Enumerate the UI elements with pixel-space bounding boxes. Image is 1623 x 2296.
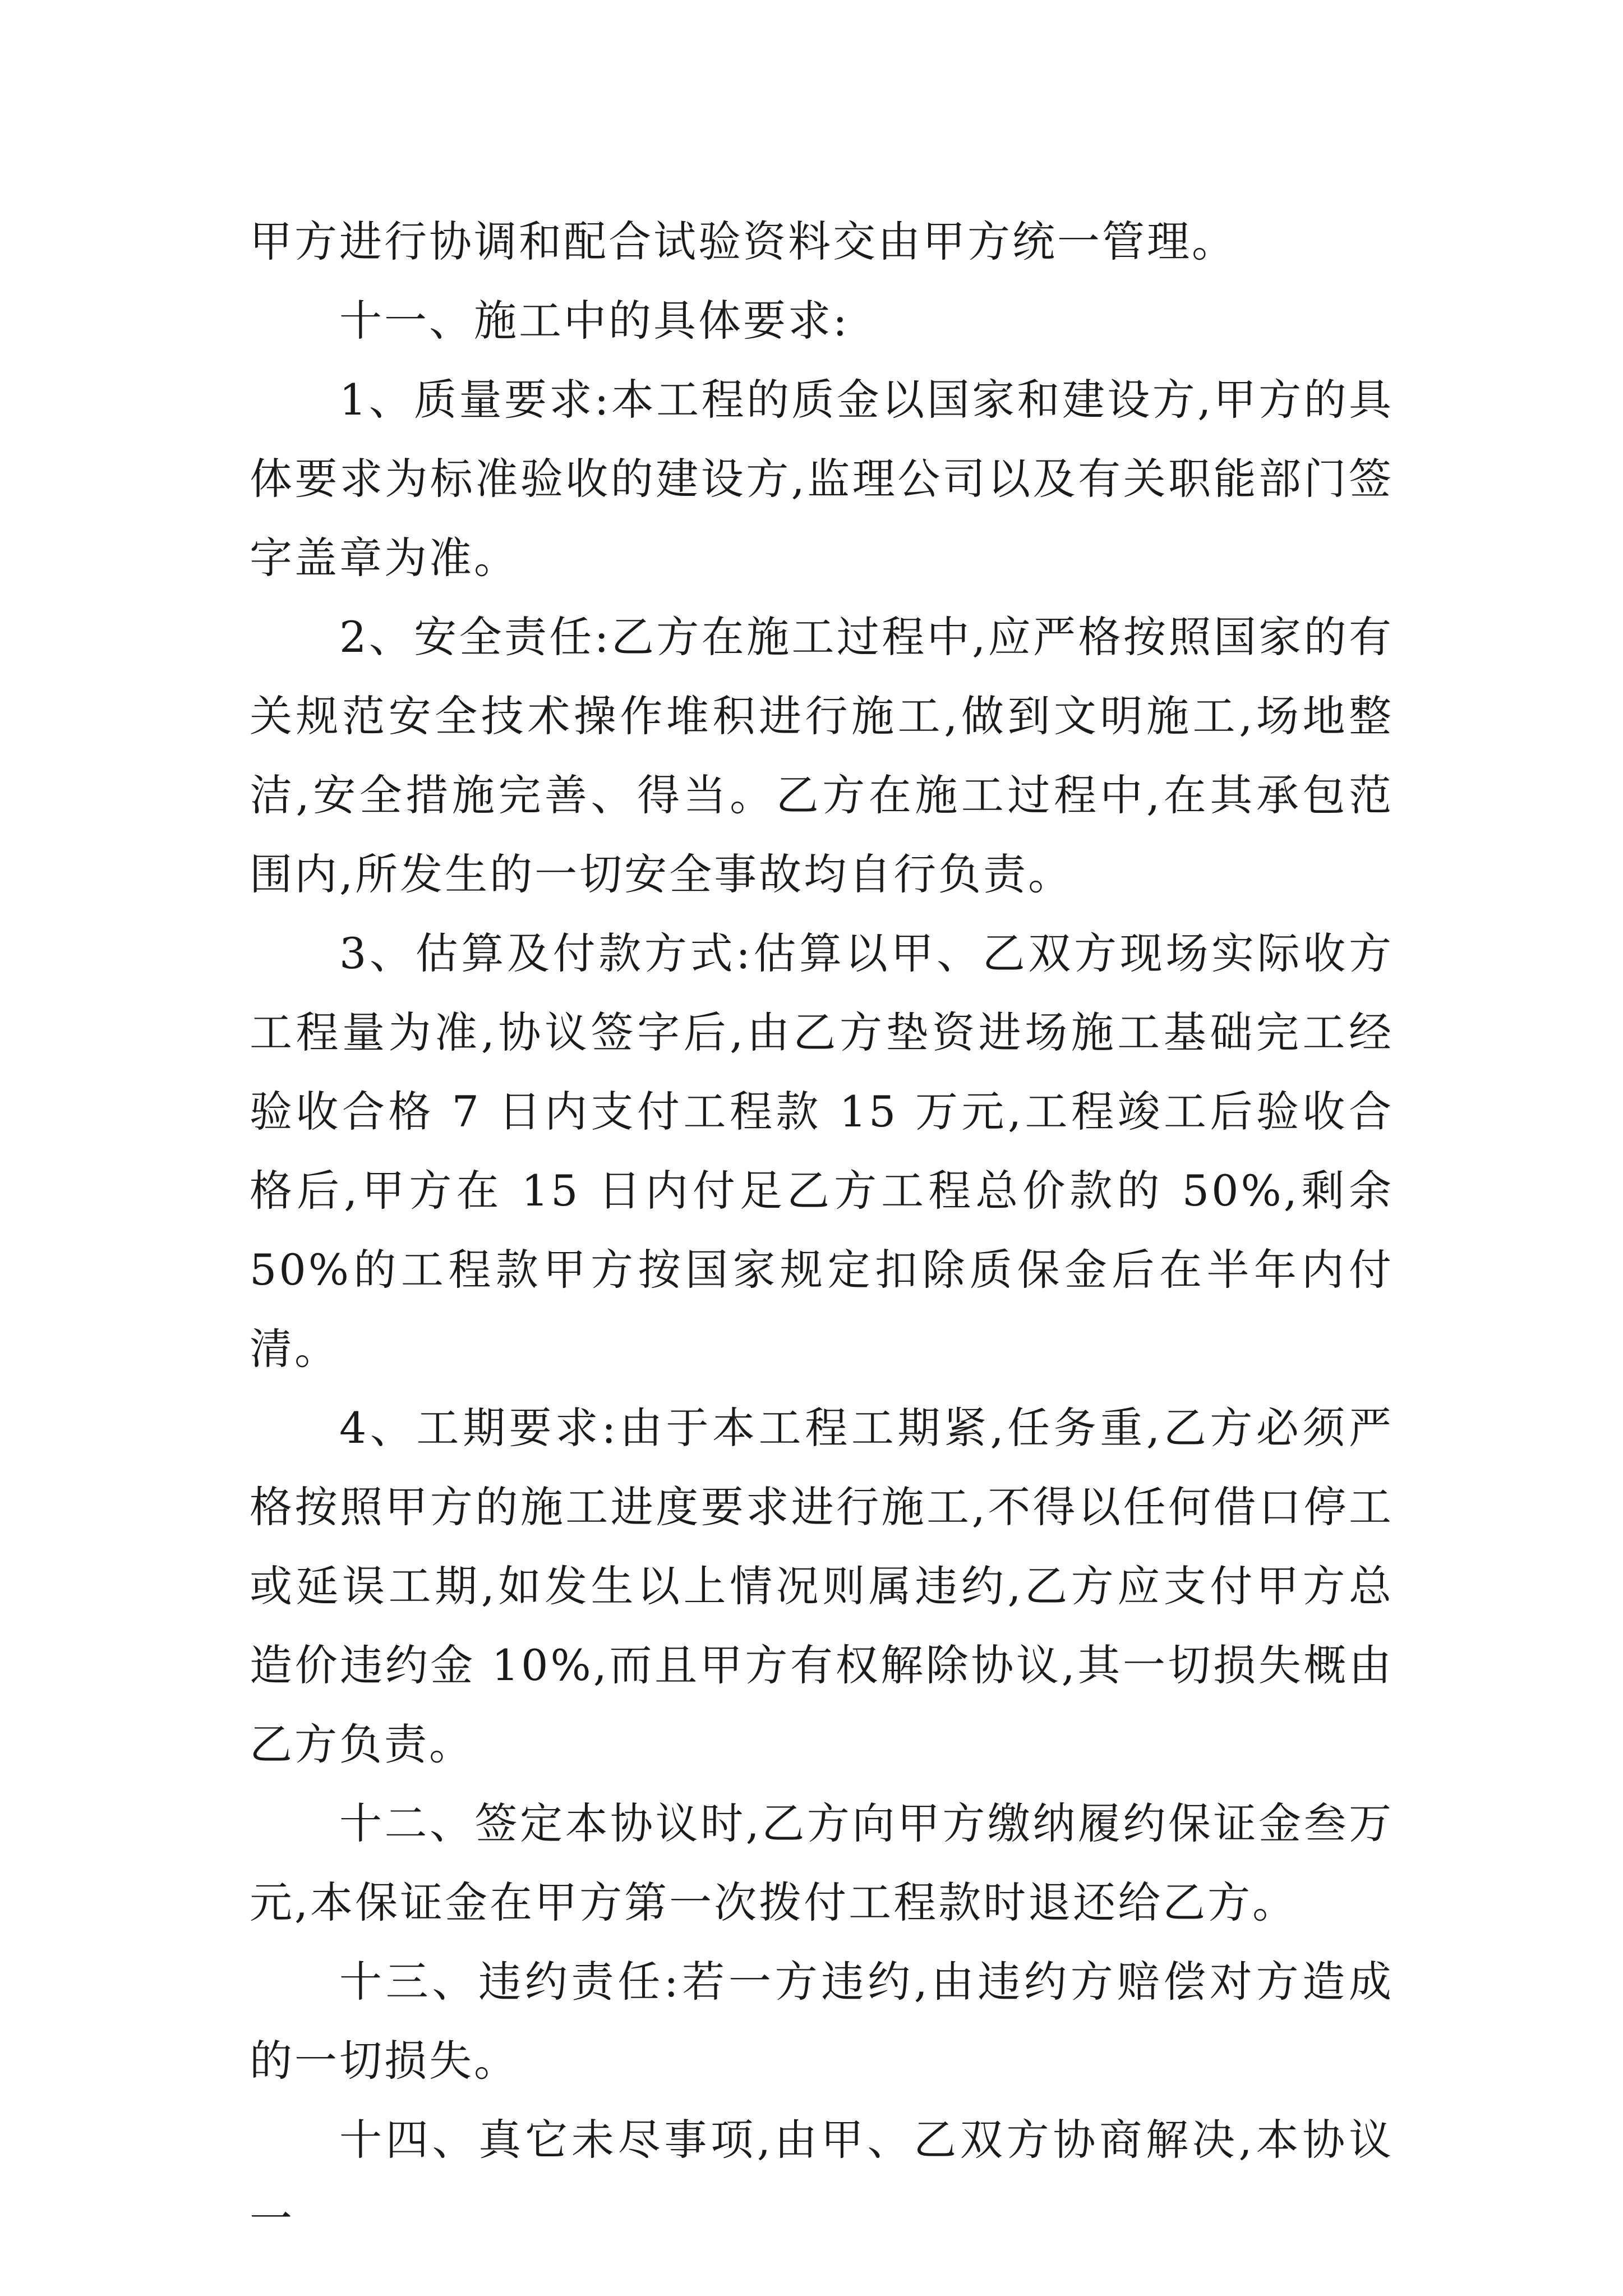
paragraph-continuation: 甲方进行协调和配合试验资料交由甲方统一管理。 xyxy=(250,217,1237,266)
clause-quality-requirement: 1、质量要求:本工程的质金以国家和建设方,甲方的具体要求为标准验收的建设方,监理公司以及有关职能部门签字盖章为准。 xyxy=(250,375,1394,583)
document-body xyxy=(250,202,1394,2258)
clause-14-other-matters: 十四、真它未尽事项,由甲、乙双方协商解决,本协议一 xyxy=(250,2115,1394,2244)
clause-13-liability: 十三、违约责任:若一方违约,由违约方赔偿对方造成的一切损失。 xyxy=(250,1957,1394,2086)
clause-safety-responsibility: 2、安全责任:乙方在施工过程中,应严格按照国家的有关规范安全技术操作堆积进行施工,做到文明施工,场地整洁,安全措施完善、得当。乙方在施工过程中,在其承包范围内,所发生的一切安全事故均自行负责。 xyxy=(250,612,1394,899)
clause-estimate-payment: 3、估算及付款方式:估算以甲、乙双方现场实际收方工程量为准,协议签字后,由乙方垫资进场施工基础完工经验收合格 7 日内支付工程款 15 万元,工程竣工后验收合格后,甲方在 15 日内付足乙方工程总价款的 50%,剩余 50%的工程款甲方按国家规定扣除质保金后在半年内付清。 xyxy=(250,928,1394,1374)
clause-12-performance-bond: 十二、签定本协议时,乙方向甲方缴纳履约保证金叁万元,本保证金在甲方第一次拨付工程款时退还给乙方。 xyxy=(250,1798,1394,1927)
clause-schedule-requirement: 4、工期要求:由于本工程工期紧,任务重,乙方必须严格按照甲方的施工进度要求进行施工,不得以任何借口停工或延误工期,如发生以上情况则属违约,乙方应支付甲方总造价违约金 10%,而且甲方有权解除协议,其一切损失概由乙方负责。 xyxy=(250,1403,1394,1769)
clause-heading-11: 十一、施工中的具体要求: xyxy=(339,296,850,346)
